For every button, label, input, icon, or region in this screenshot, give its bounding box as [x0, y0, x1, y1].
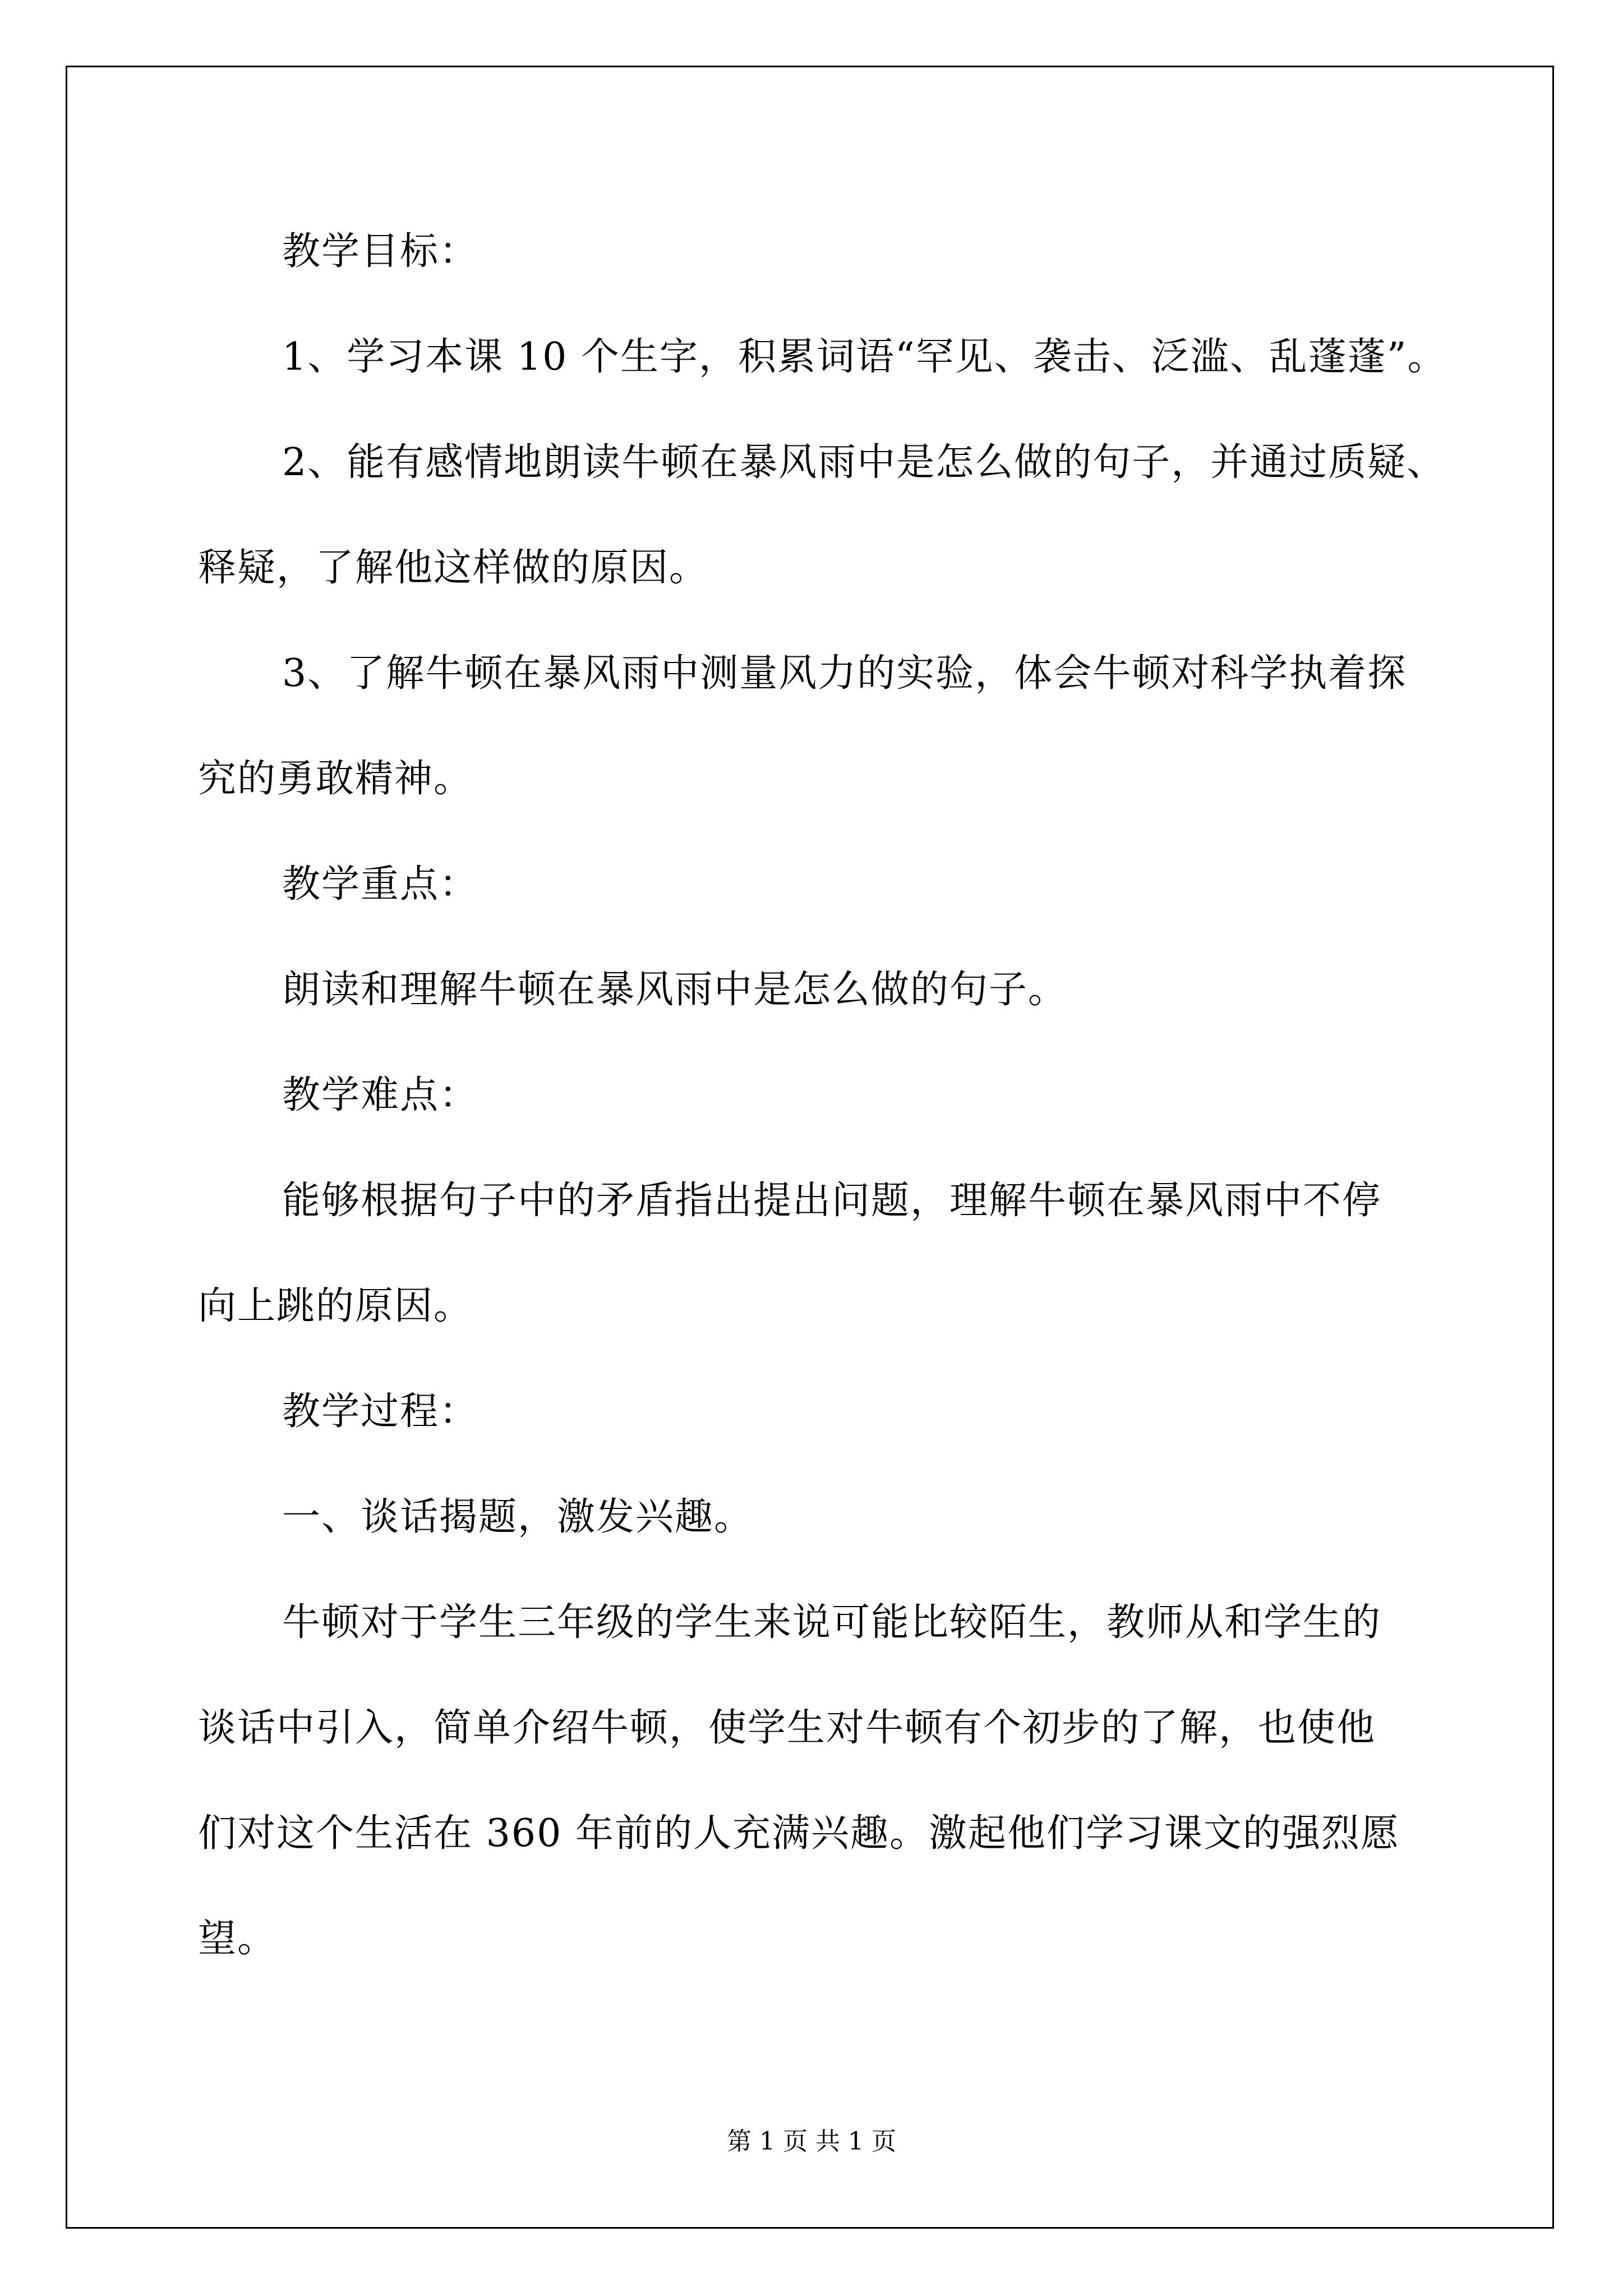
goal-1-line: 1、学习本课 10 个生字，积累词语“罕见、袭击、泛滥、乱蓬蓬”。 [282, 335, 1447, 379]
goal-2-line-2: 释疑，了解他这样做的原因。 [198, 546, 709, 590]
key-points-text: 朗读和理解牛顿在暴风雨中是怎么做的句子。 [282, 968, 1068, 1012]
heading-key-points: 教学重点： [282, 862, 479, 907]
difficulties-line-1: 能够根据句子中的矛盾指出提出问题，理解牛顿在暴风雨中不停 [282, 1179, 1382, 1223]
process-step-1-line-2: 谈话中引入，简单介绍牛顿，使学生对牛顿有个初步的了解，也使他 [198, 1706, 1376, 1750]
goal-3-line-1: 3、了解牛顿在暴风雨中测量风力的实验，体会牛顿对科学执着探 [282, 651, 1407, 696]
heading-difficulties: 教学难点： [282, 1073, 479, 1117]
page-footer: 第 1 页 共 1 页 [727, 2127, 896, 2156]
difficulties-line-2: 向上跳的原因。 [198, 1284, 473, 1328]
heading-teaching-process: 教学过程： [282, 1389, 479, 1434]
goal-2-line-1: 2、能有感情地朗读牛顿在暴风雨中是怎么做的句子，并通过质疑、 [282, 440, 1446, 485]
process-step-1-line-1: 牛顿对于学生三年级的学生来说可能比较陌生，教师从和学生的 [282, 1600, 1382, 1645]
goal-3-line-2: 究的勇敢精神。 [198, 757, 473, 801]
process-step-1-line-4: 望。 [198, 1917, 277, 1961]
heading-teaching-goals: 教学目标： [282, 229, 479, 274]
process-step-1-heading: 一、谈话揭题，激发兴趣。 [282, 1495, 754, 1539]
page-border [66, 66, 1554, 2229]
process-step-1-line-3: 们对这个生活在 360 年前的人充满兴趣。激起他们学习课文的强烈愿 [198, 1811, 1400, 1856]
